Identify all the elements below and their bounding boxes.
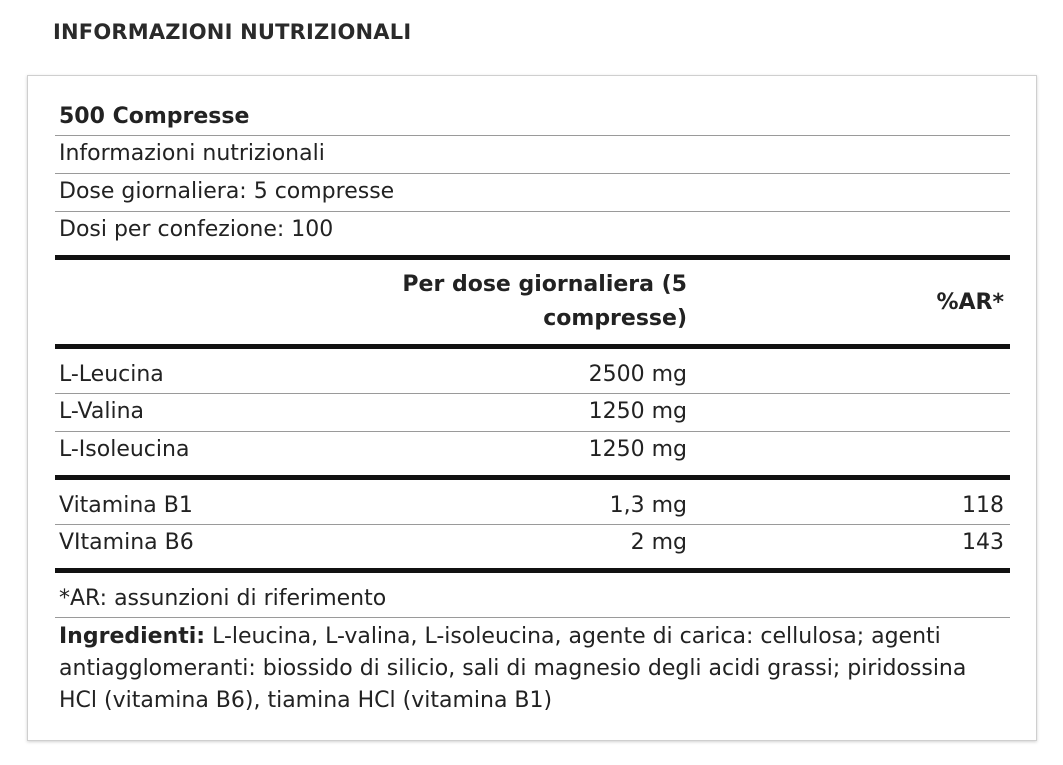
nutrient-ar: 118	[962, 493, 1004, 518]
divider	[55, 211, 1010, 212]
divider	[55, 135, 1010, 136]
column-header-ar: %AR*	[936, 290, 1004, 315]
nutrient-name: L-Isoleucina	[59, 437, 190, 462]
doses-per-pack: Dosi per confezione: 100	[59, 217, 334, 242]
info-label: Informazioni nutrizionali	[59, 141, 325, 166]
divider	[55, 524, 1010, 525]
thick-divider	[55, 344, 1010, 349]
nutrient-name: VItamina B6	[59, 530, 194, 555]
divider	[55, 173, 1010, 174]
nutrient-ar: 143	[962, 530, 1004, 555]
ingredients	[59, 621, 999, 717]
column-header-per-dose-line1: Per dose giornaliera (5	[402, 272, 687, 297]
daily-dose: Dose giornaliera: 5 compresse	[59, 179, 395, 204]
nutrient-amount: 1250 mg	[588, 437, 687, 462]
footnote: *AR: assunzioni di riferimento	[59, 586, 387, 611]
divider	[55, 431, 1010, 432]
nutrient-name: L-Valina	[59, 399, 144, 424]
divider	[55, 617, 1010, 618]
nutrient-name: L-Leucina	[59, 362, 164, 387]
nutrient-name: Vitamina B1	[59, 493, 193, 518]
nutrient-amount: 2 mg	[630, 530, 687, 555]
thick-divider	[55, 255, 1010, 260]
section-title: INFORMAZIONI NUTRIZIONALI	[53, 20, 412, 44]
pack-size: 500 Compresse	[59, 104, 250, 129]
ingredients-text: L-leucina, L-valina, L-isoleucina, agente di carica: cellulosa; agenti antiagglomeranti: biossido di silicio, sali di magnesio degli acidi grassi; piridossina HCl (vitamina B6), tiamina HCl (vitamina B1)	[59, 624, 967, 713]
nutrient-amount: 1250 mg	[588, 399, 687, 424]
thick-divider	[55, 568, 1010, 573]
column-header-per-dose-line2: compresse)	[543, 306, 687, 331]
nutrient-amount: 1,3 mg	[609, 493, 687, 518]
ingredients-label: Ingredienti:	[59, 624, 206, 649]
divider	[55, 393, 1010, 394]
thick-divider	[55, 475, 1010, 480]
nutrient-amount: 2500 mg	[588, 362, 687, 387]
